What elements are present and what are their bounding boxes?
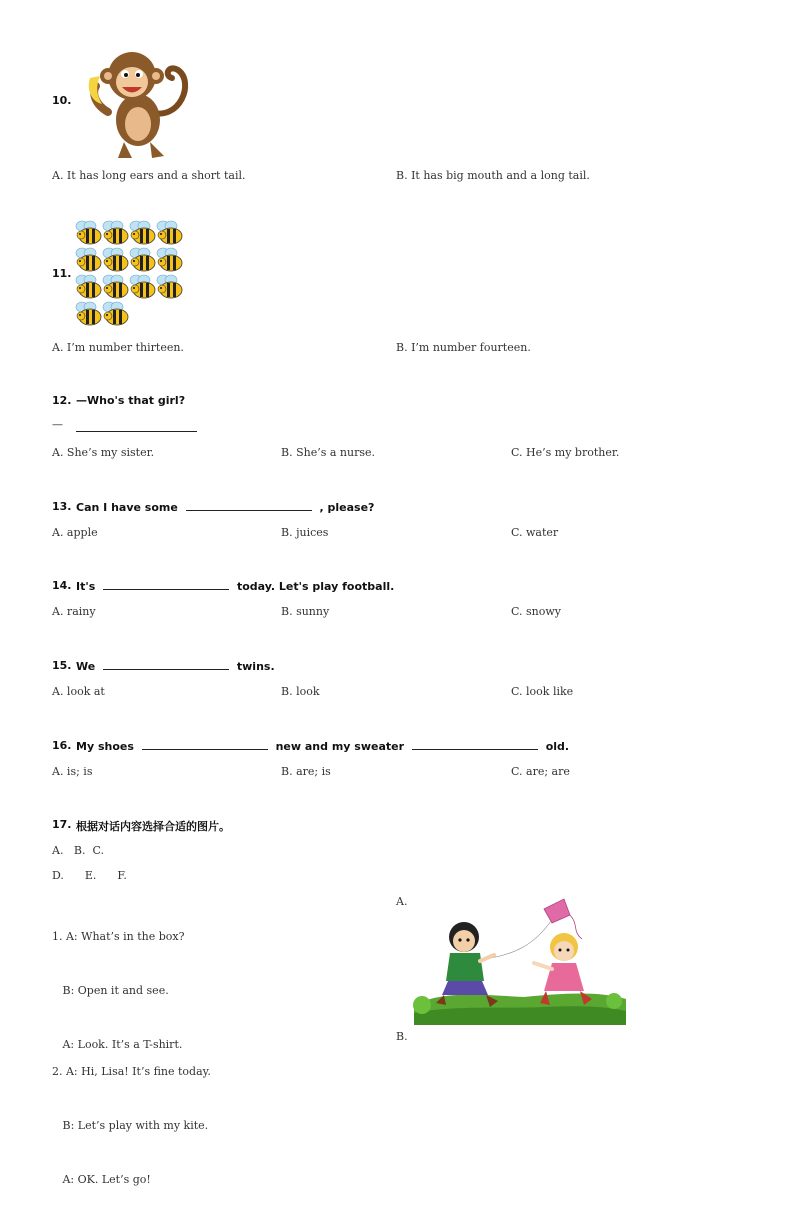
q17-picture-label-a: A. bbox=[396, 895, 408, 908]
q16-prompt-middle: new and my sweater bbox=[275, 740, 405, 753]
dialog-line: A: Look. It’s a T-shirt. bbox=[52, 1038, 183, 1051]
q14-answer-blank[interactable] bbox=[103, 579, 229, 590]
q16-number: 16. bbox=[52, 739, 72, 752]
q13-prompt-before: Can I have some bbox=[76, 501, 178, 514]
q12-option-a[interactable]: A. She’s my sister. bbox=[52, 446, 155, 459]
q16-prompt bbox=[76, 739, 569, 753]
q14-option-c[interactable]: C. snowy bbox=[511, 605, 561, 618]
q11-option-a[interactable]: A. I’m number thirteen. bbox=[52, 341, 184, 354]
q12-number: 12. bbox=[52, 394, 72, 407]
dialog-line: 1. A: What’s in the box? bbox=[52, 930, 185, 943]
q16-option-b[interactable]: B. are; is bbox=[281, 765, 331, 778]
q14-prompt-after: today. Let's play football. bbox=[236, 580, 395, 593]
q14-option-a[interactable]: A. rainy bbox=[52, 605, 96, 618]
q15-prompt bbox=[76, 659, 275, 673]
q17-choices-row1: A. B. C. bbox=[52, 844, 105, 857]
dialog-line: B: Open it and see. bbox=[52, 984, 169, 997]
q13-number: 13. bbox=[52, 500, 72, 513]
q13-option-a[interactable]: A. apple bbox=[52, 526, 98, 539]
kids-flying-kite-illustration bbox=[414, 895, 626, 1025]
q14-prompt-before: It's bbox=[76, 580, 96, 593]
q17-dialog-2 bbox=[52, 1027, 211, 1207]
q12-prompt: —Who's that girl? bbox=[76, 394, 186, 407]
q15-answer-blank[interactable] bbox=[103, 659, 229, 670]
q11-option-b[interactable]: B. I’m number fourteen. bbox=[396, 341, 531, 354]
q17-number: 17. bbox=[52, 818, 72, 831]
q12-reply-dash: — bbox=[52, 418, 63, 431]
q14-prompt bbox=[76, 579, 394, 593]
q16-prompt-after: old. bbox=[545, 740, 570, 753]
q13-prompt-after: , please? bbox=[319, 501, 375, 514]
q17-choices-row2: D. E. F. bbox=[52, 869, 127, 882]
q16-option-c[interactable]: C. are; are bbox=[511, 765, 570, 778]
q15-prompt-before: We bbox=[76, 660, 96, 673]
q11-number: 11. bbox=[52, 267, 72, 280]
q10-option-b[interactable]: B. It has big mouth and a long tail. bbox=[396, 169, 590, 182]
q12-option-c[interactable]: C. He’s my brother. bbox=[511, 446, 620, 459]
dialog-line: A: OK. Let’s go! bbox=[52, 1173, 151, 1186]
q15-option-a[interactable]: A. look at bbox=[52, 685, 105, 698]
q15-option-c[interactable]: C. look like bbox=[511, 685, 574, 698]
q12-answer-blank[interactable] bbox=[76, 420, 197, 432]
dialog-line: B: Let’s play with my kite. bbox=[52, 1119, 209, 1132]
q15-option-b[interactable]: B. look bbox=[281, 685, 320, 698]
q13-option-c[interactable]: C. water bbox=[511, 526, 559, 539]
q14-number: 14. bbox=[52, 579, 72, 592]
dialog-line: 2. A: Hi, Lisa! It’s fine today. bbox=[52, 1065, 211, 1078]
monkey-illustration bbox=[80, 42, 190, 162]
q15-number: 15. bbox=[52, 659, 72, 672]
q10-number: 10. bbox=[52, 94, 72, 107]
q16-answer-blank-1[interactable] bbox=[142, 739, 268, 750]
q14-option-b[interactable]: B. sunny bbox=[281, 605, 330, 618]
q17-picture-label-b: B. bbox=[396, 1030, 408, 1043]
q10-option-a[interactable]: A. It has long ears and a short tail. bbox=[52, 169, 246, 182]
q16-prompt-before: My shoes bbox=[76, 740, 134, 753]
q13-option-b[interactable]: B. juices bbox=[281, 526, 329, 539]
q13-prompt bbox=[76, 500, 374, 514]
q13-answer-blank[interactable] bbox=[186, 500, 312, 511]
q16-option-a[interactable]: A. is; is bbox=[52, 765, 93, 778]
q15-prompt-after: twins. bbox=[236, 660, 275, 673]
q16-answer-blank-2[interactable] bbox=[412, 739, 538, 750]
q17-prompt: 根据对话内容选择合适的图片。 bbox=[76, 820, 230, 833]
q12-option-b[interactable]: B. She’s a nurse. bbox=[281, 446, 375, 459]
bees-illustration bbox=[76, 218, 186, 330]
